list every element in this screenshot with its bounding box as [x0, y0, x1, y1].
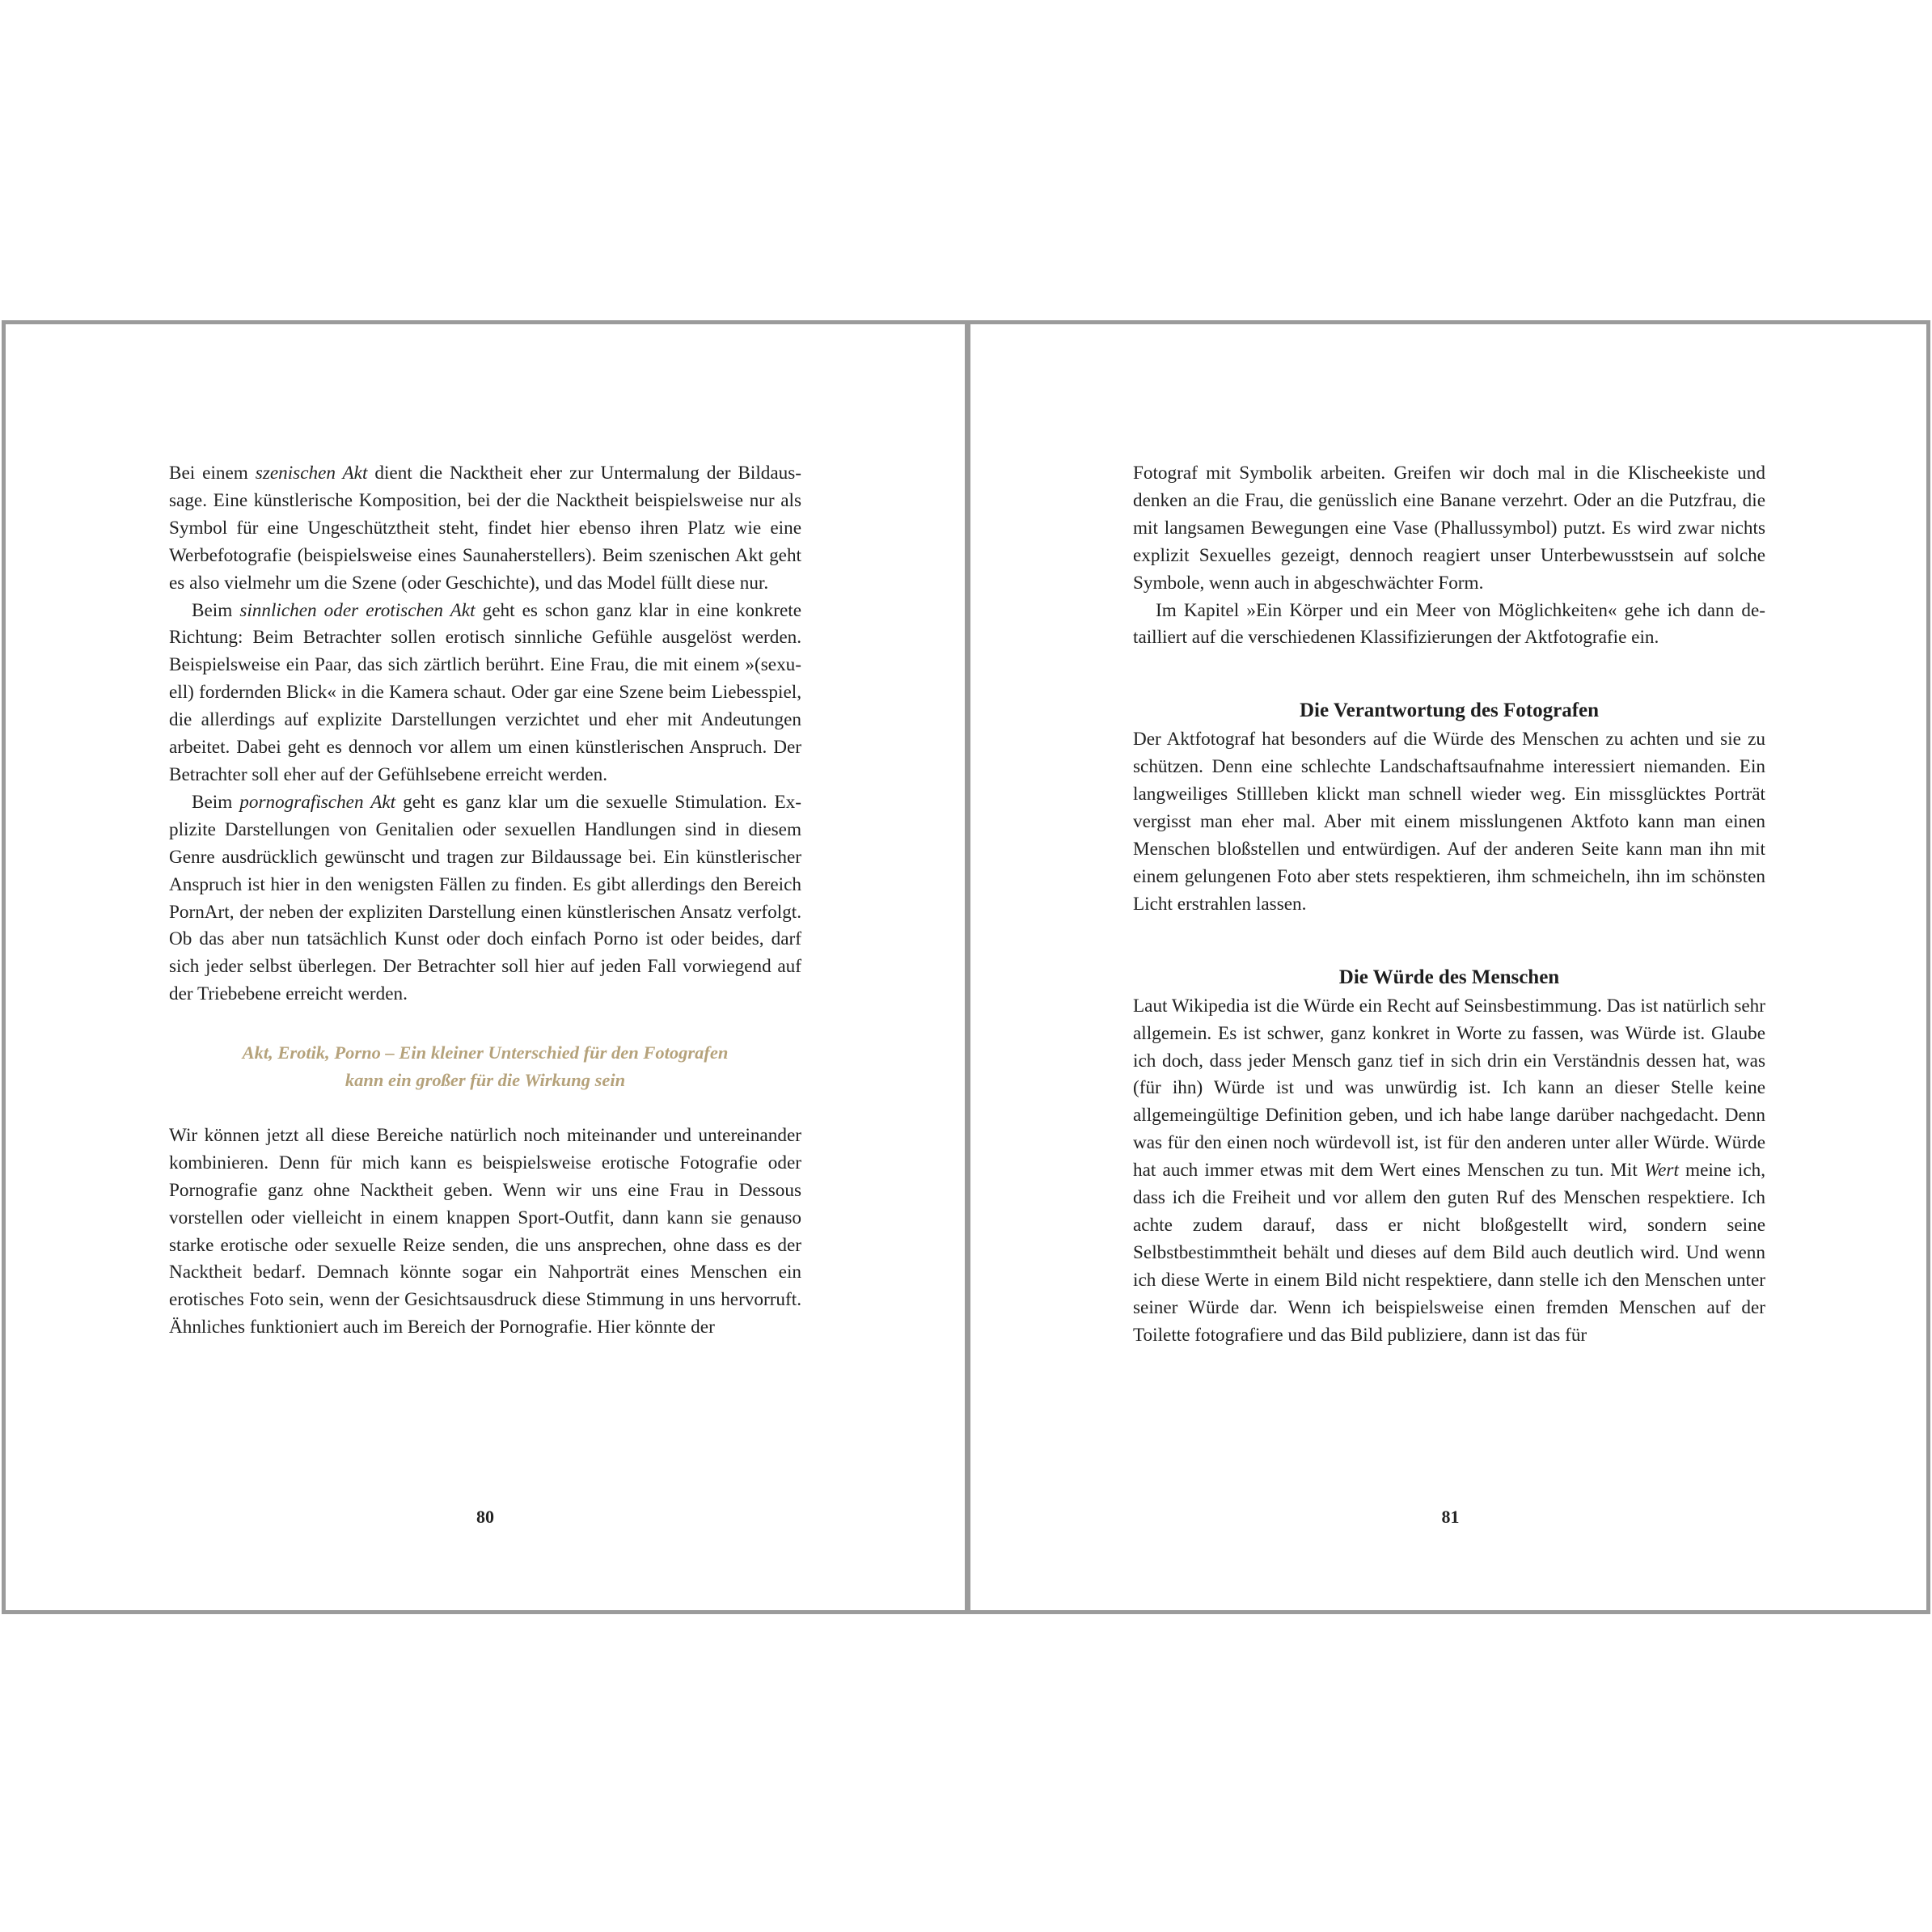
right-page [970, 324, 1930, 1610]
left-page [6, 324, 965, 1610]
page-number-right: 81 [1441, 1507, 1460, 1527]
paragraph-symbolik: Fotograf mit Symbolik arbeiten. Greifen wir doch mal in die Klischeekiste und denken an die Frau, die genüsslich eine Banane verzehrt. Oder an die Putzfrau, die mit langsamen Bewegungen eine Vase (Phallussymbol) putzt. Es wird zwar nichts explizit Sexuelles gezeigt, dennoch reagiert unser Unterbewusstsein auf solche Symbole, wenn auch in abgeschwächter Form. [1133, 463, 1765, 594]
subheading-line-2: kann ein großer für die Wirkung sein [345, 1070, 626, 1091]
subheading-akt-erotik-porno [169, 1039, 801, 1094]
right-text-column [1133, 460, 1765, 1349]
paragraph-wuerde: Laut Wikipedia ist die Würde ein Recht auf Seinsbestimmung. Das ist natürlich sehr allgemein. Es ist schwer, ganz konkret in Worte zu fassen, was Würde ist. Glaube ich doch, dass jeder Mensch ganz tief in sich drin ein Verständnis dessen hat, was (für ihn) Würde ist und was unwürdig ist. Ich kann an dieser Stelle keine allgemeingültige Definition geben, und ich habe lange darüber nachgedacht. Denn was für den einen noch würdevoll ist, ist für den anderen unter aller Würde. Würde hat auch immer etwas mit dem Wert eines Menschen zu tun. Mit Wert meine ich, dass ich die Freiheit und vor allem den guten Ruf des Menschen respektiere. Ich achte zudem darauf, dass er nicht bloßgestellt wird, sondern seine Selbstbestimmtheit behält und dieses auf dem Bild auch deutlich wird. Und wenn ich diese Werte in einem Bild nicht respektiere, dann stelle ich den Menschen unter seiner Würde dar. Wenn ich beispielsweise einen fremden Menschen auf der Toilette fotografiere und das Bild publiziere, dann ist das für [1133, 995, 1765, 1346]
paragraph-pornografischer-akt: Beim pornografischen Akt geht es ganz klar um die sexuelle Stimulation. Explizite Darstellungen von Genitalien oder sexuellen Handlungen sind in diesem Genre ausdrücklich gewünscht und tragen zur Bildaussage bei. Ein künstlerischer Anspruch ist hier in den wenigsten Fällen zu finden. Es gibt allerdings den Bereich PornArt, der neben der expliziten Darstellung einen künstlerischen Ansatz verfolgt. Ob das aber nun tatsächlich Kunst oder doch einfach Porno ist oder beides, darf sich jeder selbst überlegen. Der Betrachter soll hier auf jeden Fall vorwiegend auf der Triebebene erreicht werden. [169, 791, 801, 1005]
left-text-column [169, 460, 801, 1342]
book-spine-divider [965, 324, 970, 1610]
page-number-left: 80 [476, 1507, 494, 1527]
paragraph-szenischer-akt: Bei einem szenischen Akt dient die Nacktheit eher zur Untermalung der Bildaussage. Eine künstlerische Komposition, bei der die Nacktheit beispielsweise nur als Symbol für eine Ungeschütztheit steht, findet hier ebenso ihren Platz wie eine Werbefotografie (beispielsweise eines Saunaherstellers). Beim szenischen Akt geht es also vielmehr um die Szene (oder Geschichte), und das Model füllt diese nur. [169, 463, 802, 594]
subheading-line-1: Akt, Erotik, Porno – Ein kleiner Unterschied für den Fotografen [242, 1042, 729, 1063]
heading-verantwortung: Die Verantwortung des Fotografen [1299, 700, 1600, 722]
paragraph-kapitel-verweis: Im Kapitel »Ein Körper und ein Meer von Möglichkeiten« gehe ich dann detailliert auf die verschiedenen Klassifizierungen der Aktfotografie ein. [1133, 599, 1765, 649]
book-spread [2, 320, 1930, 1614]
heading-wuerde: Die Würde des Menschen [1338, 966, 1560, 988]
paragraph-verantwortung: Der Aktfotograf hat besonders auf die Würde des Menschen zu achten und sie zu schützen. Denn eine schlechte Landschaftsaufnahme interessiert niemanden. Ein langweiliges Stillleben klickt man schnell wieder weg. Ein missglücktes Porträt vergisst man eher mal. Aber mit einem misslungenen Aktfoto kann man einen Menschen bloßstellen und entwürdigen. Auf der anderen Seite kann man ihn mit einem gelungenen Foto aber stets respektieren, ihm schmeicheln, ihn im schönsten Licht erstrahlen lassen. [1133, 729, 1765, 915]
paragraph-erotischer-akt: Beim sinnlichen oder erotischen Akt geht es schon ganz klar in eine konkrete Richtung: Beim Betrachter sollen erotisch sinnliche Gefühle ausgelöst werden. Beispielsweise ein Paar, das sich zärtlich berührt. Eine Frau, die mit einem »(sexuell) fordernden Blick« in die Kamera schaut. Oder gar eine Szene beim Liebesspiel, die allerdings auf explizite Darstellungen verzichtet und eher mit Andeutungen arbeitet. Dabei geht es dennoch vor allem um einen künstlerischen Anspruch. Der Betrachter soll eher auf der Gefühlsebene erreicht werden. [169, 599, 801, 785]
paragraph-kombinieren: Wir können jetzt all diese Bereiche natürlich noch miteinander und untereinander kombinieren. Denn für mich kann es beispielsweise erotische Fotografie oder Pornografie ganz ohne Nacktheit geben. Wenn wir uns eine Frau in Dessous vorstellen oder vielleicht in einem knappen Sport-Outfit, dann kann sie genauso starke erotische oder sexuelle Reize senden, die uns ansprechen, ohne dass es der Nacktheit bedarf. Demnach könnte sogar ein Nahporträt eines Menschen ein erotisches Foto sein, wenn der Gesichtsausdruck diese Stimmung in uns hervorruft. Ähnliches funktioniert auch im Bereich der Pornografie. Hier könnte der [169, 1124, 801, 1338]
